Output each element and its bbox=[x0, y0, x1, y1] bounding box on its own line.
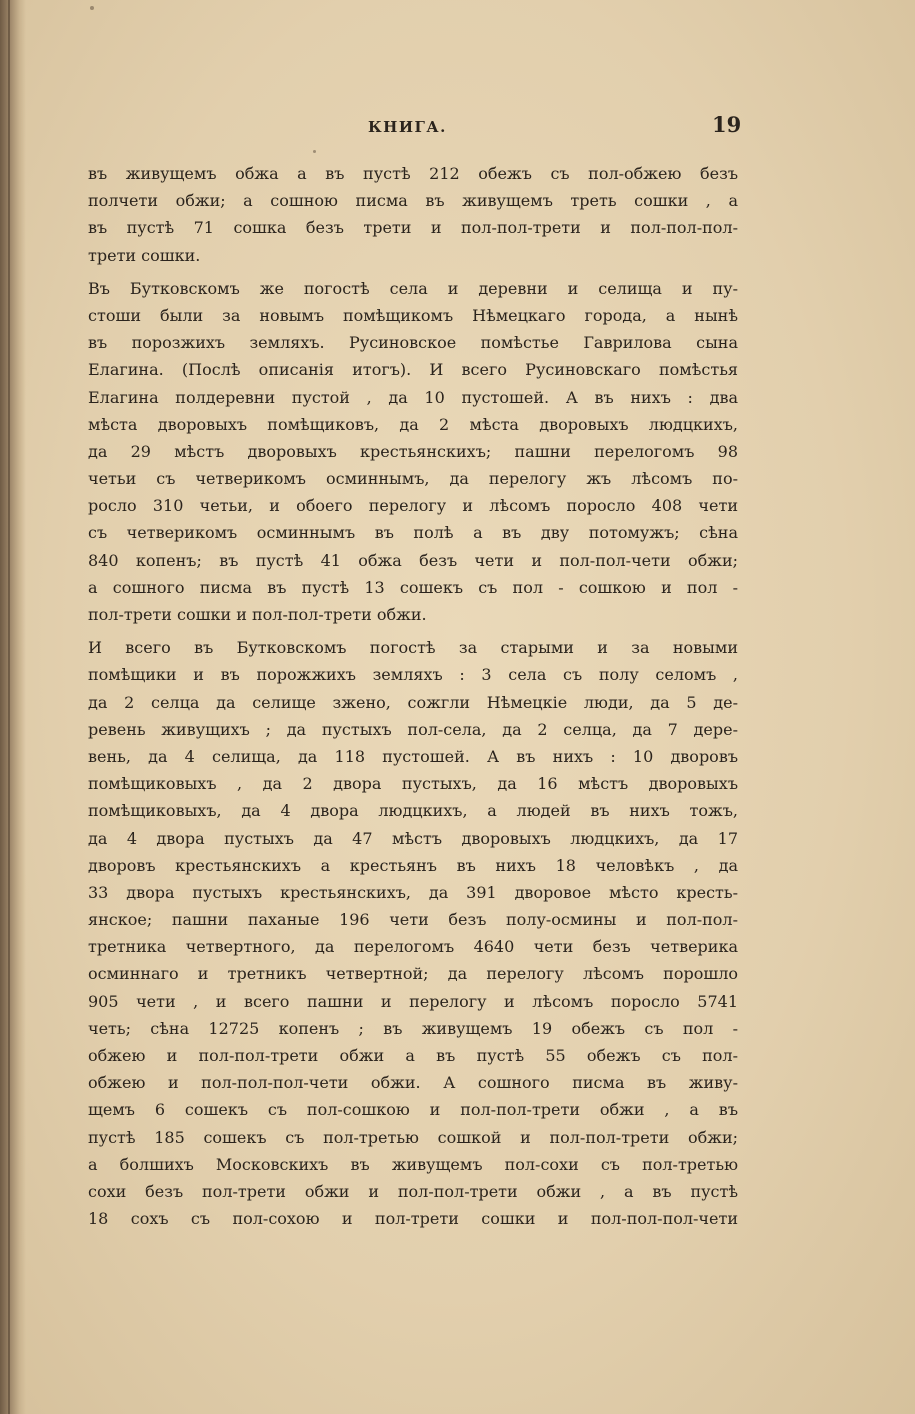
text-line: съ четверикомъ осминнымъ въ полѣ а въ дву потомужъ; сѣна bbox=[88, 523, 738, 543]
text-line: третника четвертного, да перелогомъ 4640 чети безъ четверика bbox=[88, 937, 738, 957]
body-text bbox=[88, 160, 738, 1232]
text-line: пустѣ 185 сошекъ съ пол-третью сошкой и пол-пол-трети обжи; bbox=[88, 1127, 738, 1147]
text-line: Елагина полдеревни пустой , да 10 пустошей. А въ нихъ : два bbox=[88, 387, 738, 407]
text-line: трети сошки. bbox=[88, 245, 201, 265]
text-line: обжею и пол-пол-пол-чети обжи. А сошного писма въ живу- bbox=[88, 1073, 738, 1093]
page-header bbox=[0, 112, 915, 142]
text-line: вень, да 4 селища, да 118 пустошей. А въ нихъ : 10 дворовъ bbox=[88, 746, 738, 766]
paragraph-3 bbox=[88, 634, 738, 1232]
text-line: 840 копенъ; въ пустѣ 41 обжа безъ чети и пол-пол-чети обжи; bbox=[88, 550, 738, 570]
text-line: Въ Бутковскомъ же погостѣ села и деревни и селища и пу- bbox=[88, 278, 738, 298]
text-line: четь; сѣна 12725 копенъ ; въ живущемъ 19 обежъ съ пол - bbox=[88, 1018, 738, 1038]
text-line: обжею и пол-пол-трети обжи а въ пустѣ 55 обежъ съ пол- bbox=[88, 1046, 738, 1065]
page-number: 19 bbox=[712, 112, 742, 137]
text-line: 18 сохъ съ пол-сохою и пол-трети сошки и пол-пол-пол-чети bbox=[88, 1209, 738, 1229]
text-line: четьи съ четверикомъ осминнымъ, да перелогу жъ лѣсомъ по- bbox=[88, 469, 738, 489]
text-line: да 2 селца да селище зжено, сожгли Нѣмецкіе люди, да 5 де- bbox=[88, 692, 738, 712]
text-line: въ пустѣ 71 сошка безъ трети и пол-пол-трети и пол-пол-пол- bbox=[88, 218, 738, 238]
text-line: полчети обжи; а сошною писма въ живущемъ треть сошки , а bbox=[88, 191, 738, 211]
text-line: И всего въ Бутковскомъ погостѣ за старыми и за новыми bbox=[88, 638, 738, 658]
paper-speck bbox=[313, 150, 316, 153]
text-line: осминнаго и третникъ четвертной; да перелогу лѣсомъ порошло bbox=[88, 964, 738, 984]
text-line: мѣста дворовыхъ помѣщиковъ, да 2 мѣста дворовыхъ людцкихъ, bbox=[88, 414, 738, 434]
text-line: 33 двора пустыхъ крестьянскихъ, да 391 дворовое мѣсто кресть- bbox=[88, 882, 738, 902]
text-line: Елагина. (Послѣ описанія итогъ). И всего Русиновскаго помѣстья bbox=[88, 360, 738, 380]
text-line: да 29 мѣстъ дворовыхъ крестьянскихъ; пашни перелогомъ 98 bbox=[88, 441, 738, 461]
text-line: помѣщиковыхъ , да 2 двора пустыхъ, да 16 мѣстъ дворовыхъ bbox=[88, 774, 738, 794]
paragraph-1 bbox=[88, 160, 738, 269]
running-head: КНИГА. bbox=[368, 118, 447, 136]
paper-speck bbox=[90, 6, 94, 10]
text-line: сохи безъ пол-трети обжи и пол-пол-трети обжи , а въ пустѣ bbox=[88, 1181, 738, 1201]
paragraph-2 bbox=[88, 275, 738, 628]
text-line: янское; пашни паханые 196 чети безъ полу-осмины и пол-пол- bbox=[88, 910, 738, 930]
text-line: въ порозжихъ земляхъ. Русиновское помѣстье Гаврилова сына bbox=[88, 333, 738, 353]
text-line: да 4 двора пустыхъ да 47 мѣстъ дворовыхъ людцкихъ, да 17 bbox=[88, 828, 738, 848]
text-line: стоши были за новымъ помѣщикомъ Нѣмецкаго города, а нынѣ bbox=[88, 305, 738, 325]
text-line: помѣщиковыхъ, да 4 двора людцкихъ, а людей въ нихъ тожъ, bbox=[88, 801, 738, 821]
text-line: въ живущемъ обжа а въ пустѣ 212 обежъ съ пол-обжею безъ bbox=[88, 164, 738, 183]
text-line: а болшихъ Московскихъ въ живущемъ пол-сохи съ пол-третью bbox=[88, 1154, 738, 1174]
text-line: дворовъ крестьянскихъ а крестьянъ въ нихъ 18 человѣкъ , да bbox=[88, 855, 738, 875]
text-line: а сошного писма въ пустѣ 13 сошекъ съ пол - сошкою и пол - bbox=[88, 577, 738, 597]
text-line: росло 310 четьи, и обоего перелогу и лѣсомъ поросло 408 чети bbox=[88, 496, 738, 516]
text-line: помѣщики и въ порожжихъ земляхъ : 3 села съ полу селомъ , bbox=[88, 665, 738, 685]
book-spine-shadow bbox=[0, 0, 26, 1414]
text-line: пол-трети сошки и пол-пол-трети обжи. bbox=[88, 605, 427, 624]
spine-fold-line bbox=[8, 0, 10, 1414]
text-line: щемъ 6 сошекъ съ пол-сошкою и пол-пол-трети обжи , а въ bbox=[88, 1100, 738, 1120]
text-line: ревень живущихъ ; да пустыхъ пол-села, да 2 селца, да 7 дере- bbox=[88, 719, 738, 739]
text-line: 905 чети , и всего пашни и перелогу и лѣсомъ поросло 5741 bbox=[88, 991, 738, 1011]
